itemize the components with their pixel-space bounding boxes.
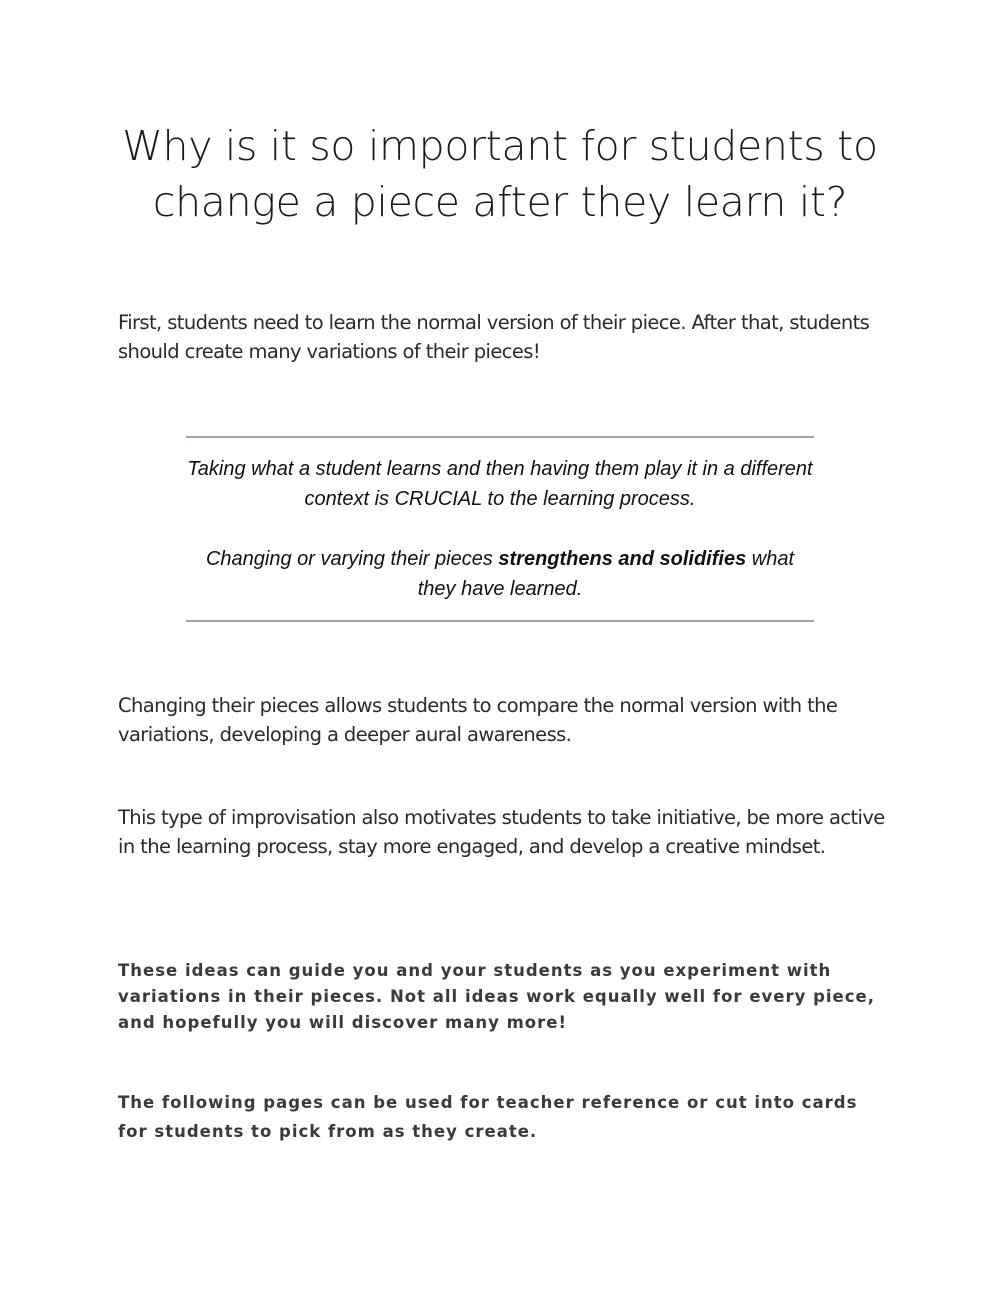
intro-paragraph: First, students need to learn the normal version of their piece. After that, students should create many variations of their pieces! <box>118 311 870 363</box>
page-title: Why is it so important for students to change a piece after they learn it? <box>122 122 878 226</box>
callout-quote-strengthens <box>186 544 814 604</box>
callout-text-before: Changing or varying their pieces <box>205 548 499 570</box>
improvisation-paragraph: This type of improvisation also motivates students to take initiative, be more active in the learning process, stay more engaged, and develop a creative mindset. <box>118 806 885 858</box>
callout-top-divider <box>186 436 814 438</box>
callout-emphasis: strengthens and solidifies <box>498 548 747 570</box>
following-pages-note: The following pages can be used for teacher reference or cut into cards for students to pick from as they create. <box>118 1093 858 1141</box>
guide-note: These ideas can guide you and your students as you experiment with variations in their pieces. Not all ideas work equally well for every piece, and hopefully you will discover many more! <box>118 961 875 1032</box>
callout-quote-crucial: Taking what a student learns and then having them play it in a different context is CRUCIAL to the learning process. <box>187 458 813 510</box>
callout-text-after: what they have learned. <box>417 548 795 600</box>
compare-paragraph: Changing their pieces allows students to compare the normal version with the variations, developing a deeper aural awareness. <box>118 694 838 746</box>
callout-bottom-divider <box>186 620 814 622</box>
